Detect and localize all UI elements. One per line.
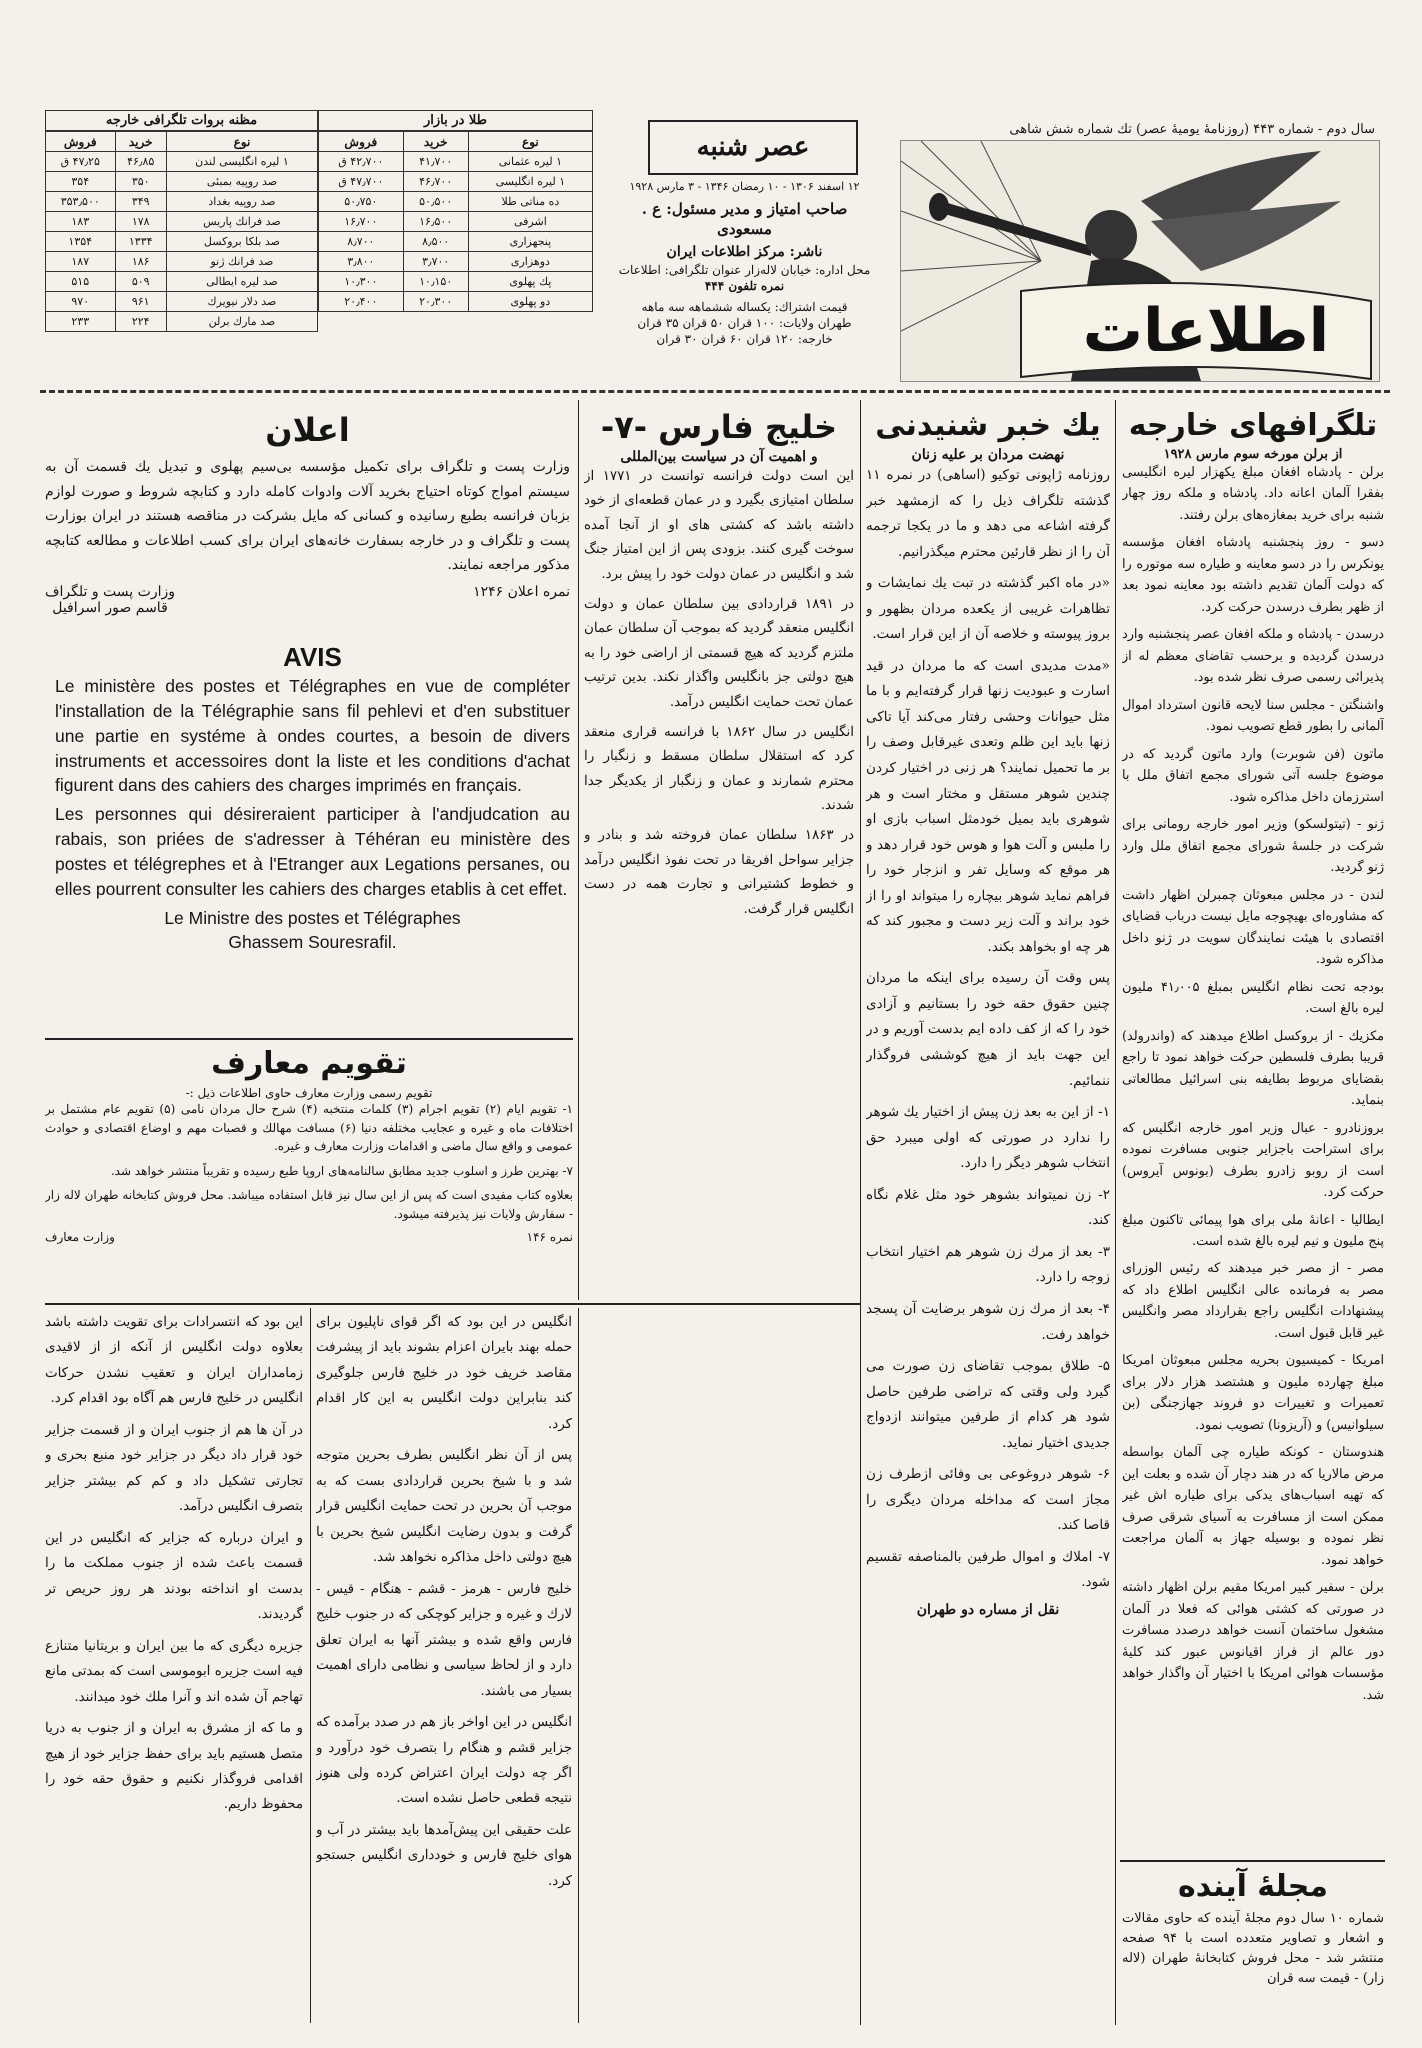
subscription-title: قیمت اشتراك: یکساله ششماهه سه ماهه [641, 299, 848, 314]
paragraph: وزارت پست و تلگراف برای تکمیل مؤسسه بی‌سیم پهلوی و تبدیل یك قسمت آن به سیستم امواج کوتاه احتیاج بخرید آلات وادوات کامله دارد و کتابچه شروط و صورت لوازم بزبان فرانسه بطبع رسانیده و کسانی که مایل بشرکت در مناقصه هستند در ایران بوزارت پست و تلگراف و در خارجه بسفارت خانه‌های ایران برای کسب اطلاعات و مطالعه کتابچه مذکور مراجعه نمایند. [45, 459, 570, 573]
paragraph: انگلیس در سال ۱۸۶۲ با فرانسه قراری منعقد کرد که استقلال سلطان مسقط و زنگبار را محترم شمارند و عمان و زنگبار از یکدیگر جدا شدند. [584, 724, 854, 814]
table-cell: صد فرانك ژنو [166, 252, 317, 272]
table-cell: ۳۵۳٫۵۰۰ [46, 192, 116, 212]
paragraph: ماتون (فن شوبرت) وارد ماتون گردید که در موضوع جلسه آتی شورای مجمع اتفاق ملل با استرزمان داخل مذاکره شود. [1122, 746, 1384, 805]
table-cell: ۱ لیره انگلیسی لندن [166, 152, 317, 172]
paragraph: خلیج فارس - هرمز - قشم - هنگام - قیس - لارك و غیره و جزایر کوچکی که در جنوب خلیج فارس واقع شده و بیشتر آنها به ایران تعلق دارد و از لحاظ سیاسی و نظامی دارای اهمیت بسیار می باشند. [316, 1581, 572, 1699]
paper-title: عصر شنبه [696, 132, 810, 162]
paragraph: ۴- بعد از مرك زن شوهر برضایت آن پسجد خواهد رفت. [866, 1300, 1110, 1343]
publisher-line: ناشر: مرکز اطلاعات ایران [666, 244, 823, 261]
paragraph: ۷- املاك و اموال طرفین بالمناصفه تقسیم شود. [866, 1548, 1110, 1591]
table-cell: ۱ لیره عثمانی [468, 152, 592, 172]
column-rule-1 [1115, 400, 1116, 2025]
paragraph: «مدت مدیدی است که ما مردان در قید اسارت و عبودیت زنها قرار گرفته‌ایم و با ما مثل حیوانات وحشی رفتار می‌کند آیا تاکی زنها باید این ظلم وتعدی غیرقابل وصف را بر ما تحمیل نمایند؟ هر زنی در اختیار کردن چندین شوهر مستقل و مختار است و هر شوهری باید بمیل خودمثل اسباب بازی او را ملبس و آلت هوا و هوس خود قرار دهد و هر موقع که وسایل تفر و انزجار خود را فراهم نماید شوهر بیچاره را میتواند او را از خود براند و آلت زیر دست و مجبور کند که هر چه او بخواهد بکند. [866, 657, 1110, 955]
gulf-lower-right [316, 1310, 572, 2025]
table-cell: ۴۱٫۷۰۰ [403, 152, 468, 172]
telegrams-dateline: از برلن مورخه سوم مارس ۱۹۲۸ [1163, 447, 1343, 462]
column-rule-4 [310, 1308, 311, 2023]
telegrams-column [1122, 405, 1384, 1845]
paragraph: ژنو - (تیتولسکو) وزیر امور خارجه رومانی برای شرکت در جلسهٔ شورای مجمع اتفاق ملل وارد ژنو گردید. [1122, 817, 1384, 876]
table-row [46, 212, 318, 232]
notice-signature-name: قاسم صور اسرافیل [52, 599, 168, 616]
avis-body [55, 674, 570, 902]
table-cell: ۱۶٫۵۰۰ [403, 212, 468, 232]
paragraph: ۲- زن نمیتواند بشوهر خود مثل غلام نگاه کند. [866, 1186, 1110, 1229]
logo-text: اطلاعات [1082, 296, 1330, 366]
table-cell: ۴۷٫۷۰۰ ق [319, 172, 404, 192]
paragraph: بروزنادرو - عبال وزیر امور خارجه انگلیس که برای استراحت باجزایر جنوبی مسافرت نموده است از روبو زادرو بطرف (بونوس آیروس) حرکت کرد. [1122, 1120, 1384, 1201]
table-cell: دو پهلوی [468, 292, 592, 312]
gulf-body [584, 465, 854, 922]
table-cell: ۲۰٫۳۰۰ [403, 292, 468, 312]
date-line: ۱۲ اسفند ۱۳۰۶ - ۱۰ رمضان ۱۳۴۶ - ۳ مارس ۱۹۲۸ [629, 180, 860, 193]
table-cell: ۱۳۵۴ [46, 232, 116, 252]
paragraph: انگلیس در این بود که اگر قوای ناپلیون برای حمله بهند بایران اعزام بشوند باید از پیشرفت مقاصد خریف خود در خلیج فارس جلوگیری کند بنابراین دولت انگلیس به این کار اقدام کرد. [316, 1315, 572, 1432]
avis-signature-line1: Le Ministre des postes et Télégraphes [164, 907, 461, 928]
telegrams-headline: تلگرافهای خارجه [1128, 408, 1378, 443]
table-row [46, 192, 318, 212]
table-cell: ۴۶٫۸۵ [115, 152, 166, 172]
table-cell: ۴۲٫۷۰۰ ق [319, 152, 404, 172]
paragraph: لندن - در مجلس مبعوثان چمبرلن اظهار داشت که مشاوره‌ای بهیچوجه مایل نیست درباب قضایای اقتصادی با هیئت نمایندگان سویت در ژنو داخل مذاکره شود. [1122, 887, 1384, 968]
table-row [319, 212, 593, 232]
paragraph: و ما که از مشرق به ایران و از جنوب به دریا متصل هستیم باید برای حفظ جزایر خود از هیچ اقدامی فروگذار نکنیم و حقوق حقه خود را محفوظ داریم. [45, 1721, 303, 1813]
paragraph: ۳- بعد از مرك زن شوهر هم اختیار انتخاب زوجه را دارد. [866, 1243, 1110, 1286]
exchange-col-buy: خرید [115, 132, 166, 152]
gold-col-buy: خرید [403, 132, 468, 152]
table-cell: ۲۳۳ [46, 312, 116, 332]
subscription-row-domestic: طهران ولایات: ۱۰۰ قران ۵۰ قران ۳۵ قران [637, 315, 852, 330]
table-cell: ۳٫۷۰۰ [403, 252, 468, 272]
table-cell: صد فرانك پاریس [166, 212, 317, 232]
table-row [319, 152, 593, 172]
calendar-divider [45, 1038, 573, 1040]
table-cell: ۴۶٫۷۰۰ [403, 172, 468, 192]
table-row [319, 292, 593, 312]
paragraph: علت حقیقی این پیش‌آمدها باید بیشتر در آب و هوای خلیج فارس و خودداری انگلیس جستجو کرد. [316, 1822, 572, 1889]
paragraph: در ۱۸۶۳ سلطان عمان فروخته شد و بنادر و جزایر سواحل افریقا در تحت نفوذ انگلیس درآمد و خطوط کشتیرانی و تجارت همه در دست انگلیس قرار گرفت. [584, 828, 854, 917]
paragraph: Les personnes qui désireraient participer à l'andjudcation au rabais, son priées de s'adresser à Téhéran eu ministère des postes et télégrephes et à l'Etranger aux Legations persanes, ou elles pourrent consulter les cahiers des charges etablis à cet effet. [55, 804, 570, 899]
table-cell: ۵۰٫۵۰۰ [403, 192, 468, 212]
paragraph: پس وقت آن رسیده برای اینکه ما مردان چنین حقوق حقه خود را بستانیم و آزادی خود را که از کف داده ایم بدست آوریم و در این جهت باید از هیچ کوششی فروگذار ننمائیم. [866, 970, 1110, 1089]
table-cell: صد بلکا بروکسل [166, 232, 317, 252]
paragraph: جزیره دیگری که ما بین ایران و بریتانیا متنازع فیه است جزیره ابوموسی است که بمدتی مانع تهاجم آن شده اند و آنرا ملك خود میدانند. [45, 1638, 303, 1705]
paragraph: برلن - سفیر کبیر امریکا مقیم برلن اظهار داشته در صورتی که کشتی هوائی که فعلا در آلمان مشغول ساختمان آنست خواهد درصدد مسافرت دور عالم از فراز اقیانوس عبور کند کلیهٔ مؤسسات هوائی امریکا با اختیار آن واگذار خواهد شد. [1122, 1580, 1384, 1703]
paragraph: بودجه تحت نظام انگلیس بمبلغ ۴۱٫۰۰۵ ملیون لیره بالغ است. [1122, 979, 1384, 1017]
notice-number: نمره اعلان ۱۲۴۶ [473, 583, 570, 600]
calendar-number: نمره ۱۴۶ [526, 1229, 573, 1244]
table-cell: صد روپیه بغداد [166, 192, 317, 212]
paragraph: ۷- بهترین طرز و اسلوب جدید مطابق سالنامه‌های اروپا طبع رسیده و تقریباً منتشر خواهد شد. [110, 1163, 573, 1178]
paragraph: این بود که انتسرادات برای تقویت داشته باشد بعلاوه دولت انگلیس از آنکه از از لاقیدی زمامداران ایران و تعقیب نشدن حرکات انگلیس در خلیج فارس هم آگاه بود اقدام کرد. [45, 1315, 303, 1407]
gulf-subhead: و اهمیت آن در سیاست بین‌المللی [620, 449, 818, 465]
paragraph: درسدن - پادشاه و ملکه افغان عصر پنجشنبه وارد درسدن گردیده و برحسب تقاضای معظم له از پذیرائی رسمی صرف نظر شده بود. [1122, 627, 1384, 686]
gulf-headline: خلیج فارس -۷- [600, 408, 838, 446]
notice-headline: اعلان [265, 411, 350, 449]
gold-market-table [318, 110, 593, 382]
news-column [866, 405, 1110, 2025]
column-rule-5 [578, 1308, 579, 2023]
table-cell: ۱۳۳۴ [115, 232, 166, 252]
paragraph: «در ماه اکبر گذشته در تبت یك نمایشات و تظاهرات غریبی از یکعده مردان بظهور و بروز پیوسته و خلاصه آن از این قرار است. [866, 575, 1110, 643]
future-headline: مجلهٔ آینده [1178, 1869, 1328, 1904]
table-cell: ۳۵۰ [115, 172, 166, 192]
table-cell: ۱۶٫۷۰۰ [319, 212, 404, 232]
calendar-footer [45, 1230, 573, 1244]
table-row [46, 172, 318, 192]
paragraph: در آن ها هم از جنوب ایران و از قسمت جزایر خود قرار داد دیگر در جزایر خود منبع بحری و تجارتی تشکیل داد و کم کم بیشتر جزایر بتصرف انگلیس درآمد. [45, 1422, 303, 1515]
calendar-signature: وزارت معارف [45, 1229, 115, 1244]
masthead-info [612, 180, 877, 385]
news-headline: یك خبر شنیدنی [875, 408, 1101, 443]
table-cell: ۱۰٫۱۵۰ [403, 272, 468, 292]
table-row [319, 252, 593, 272]
table-cell: ۱۷۸ [115, 212, 166, 232]
table-cell: ۱ لیره انگلیسی [468, 172, 592, 192]
avis-box [55, 640, 570, 1030]
table-cell: ۸٫۷۰۰ [319, 232, 404, 252]
paragraph: ۵- طلاق بموجب تقاضای زن صورت می گیرد ولی وقتی که تراضی طرفین حاصل شود هر کدام از طرفین میتوانند ازدواج جدیدی اختیار نماید. [866, 1358, 1110, 1451]
gold-col-sell: فروش [319, 132, 404, 152]
future-text: شماره ۱۰ سال دوم مجلهٔ آینده که حاوی مقالات و اشعار و تصاویر متعدده است با ۹۴ صفحه منتشر شد - محل فروش کتابخانهٔ طهران (لاله زار) - قیمت سه قران [1122, 1911, 1384, 1987]
calendar-body [45, 1100, 573, 1224]
telegrams-body [1122, 462, 1384, 1706]
table-row [46, 312, 318, 332]
exchange-col-sell: فروش [46, 132, 116, 152]
table-row [319, 272, 593, 292]
table-cell: پك پهلوی [468, 272, 592, 292]
table-row [46, 292, 318, 312]
news-footer: نقل از مساره دو طهران [916, 1601, 1060, 1618]
notice-signature [45, 584, 175, 616]
gulf-lower-left [45, 1310, 303, 2025]
table-cell: پنجهزاری [468, 232, 592, 252]
table-cell: ۳٫۸۰۰ [319, 252, 404, 272]
owner-line: صاحب امتیاز و مدیر مسئول: ع . مسعودی [641, 199, 848, 239]
table-cell: اشرفی [468, 212, 592, 232]
table-row [319, 172, 593, 192]
avis-title: AVIS [283, 642, 342, 672]
gold-col-type: نوع [468, 132, 592, 152]
subscription-row-foreign: خارجه: ۱۲۰ قران ۶۰ قران ۳۰ قران [656, 331, 833, 346]
table-cell: ۳۴۹ [115, 192, 166, 212]
paragraph: امریکا - کمیسیون بحریه مجلس مبعوثان امریکا مبلغ چهارده ملیون و هشتصد هزار دلار برای تعمیرات و تغییرات دو فروند جهازجنگی (بن سیلوانیس) و (آریزونا) تصویب نمود. [1122, 1353, 1384, 1433]
lower-divider [45, 1303, 860, 1305]
table-row [319, 192, 593, 212]
paragraph: و ایران درباره که جزایر که انگلیس در این قسمت باعث شده از جنوب مملکت ما را بدست او انداخته بودند هر روز حریص تر گردیدند. [45, 1530, 303, 1623]
exchange-table-title: مظنه بروات تلگرافی خارجه [45, 110, 318, 131]
news-body [866, 463, 1110, 1596]
notice-box [45, 405, 570, 635]
column-rule-3 [578, 400, 579, 1300]
paragraph: پس از آن نظر انگلیس بطرف بحرین متوجه شد و با شیخ بحرین قراردادی بست که به موجب آن بحرین در تحت حمایت انگلیس قرار گرفت و بدون رضایت انگلیس شیخ بحرین با هیچ دولتی داخل مذاکره نخواهد شد. [316, 1448, 572, 1566]
paper-title-box [648, 120, 858, 175]
notice-signature-row [45, 584, 570, 616]
paragraph: هندوستان - کونکه طیاره چی آلمان بواسطه مرض مالاریا که در هند دچار آن شده و بعلت این که تهیه اسباب‌های یدکی برای طیاره اش غیر ممکن است از مسافرت به آسیای شرقی صرف نظر نموده و بوسیله جهاز به آلمان مراجعت خواهد نمود. [1122, 1445, 1384, 1568]
paragraph: مصر - از مصر خبر میدهند که رئیس الوزرای مصر به فرمانده عالی انگلیس اطلاع داد که پیشنهادات انگلیس راجع بقرارداد مصر وانگلیس غیر قابل قبول است. [1122, 1261, 1384, 1341]
table-cell: ۹۷۰ [46, 292, 116, 312]
calendar-box [45, 1042, 573, 1297]
table-cell: صد لیره ایطالی [166, 272, 317, 292]
paragraph: مکزیك - از بروکسل اطلاع میدهند که (واندرولد) قریبا بطرف فلسطین حرکت خواهد نمود تا راجع بقضایای مربوط بطایفه بنی اسرائیل مطالعاتی بنماید. [1122, 1028, 1384, 1109]
table-cell: ۵۰۹ [115, 272, 166, 292]
paragraph: ۱- از این به بعد زن پیش از اختیار یك شوهر را ندارد در صورتی که اولی میبرد حق انتخاب شوهر دیگر را دارد. [866, 1104, 1110, 1172]
table-cell: ده مناتی طلا [468, 192, 592, 212]
paragraph: ۶- شوهر دروغوعی بی وفائی ازطرف زن مجاز است که مداخله مردان دیگری را قاصا کند. [866, 1466, 1110, 1534]
table-cell: ۱۸۷ [46, 252, 116, 272]
paragraph: دسو - روز پنجشنبه پادشاه افغان مؤسسه یونکرس را در دسو معاینه و طیاره سه موتوره را که دولت آلمان تقدیم داشته بود معاینه نمود بعد از ظهر بطرف درسدن حرکت کرد. [1122, 535, 1384, 615]
avis-signature-line2: Ghassem Souresrafil. [228, 932, 397, 953]
table-cell: صد دلار نیویرك [166, 292, 317, 312]
future-magazine-box [1122, 1865, 1384, 2025]
table-cell: صد مارك برلن [166, 312, 317, 332]
notice-signature-title: وزارت پست و تلگراف [45, 583, 175, 600]
table-cell: ۹۶۱ [115, 292, 166, 312]
table-cell: ۴۷٫۲۵ ق [46, 152, 116, 172]
exchange-col-type: نوع [166, 132, 317, 152]
table-row [319, 232, 593, 252]
gold-table-title: طلا در بازار [318, 110, 593, 131]
notice-body [45, 455, 570, 578]
column-rule-2 [860, 400, 861, 2025]
paragraph: این است دولت فرانسه توانست در ۱۷۷۱ از سلطان امتیازی بگیرد و در عمان قطعه‌ای از خود داشته باشد که کشتی های او از آنجا آمده سوخت گیری کنند. بزودی پس از این امتیاز جنگ شد و انگلیس در عمان دولت خود را پیش برد. [584, 469, 854, 582]
calendar-intro: تقویم رسمی وزارت معارف حاوی اطلاعات ذیل :- [185, 1086, 433, 1100]
paragraph: Le ministère des postes et Télégraphes en vue de compléter l'installation de la Télégraphie sans fil pehlevi et d'en substituer une partie en systéme à ondes courtes, a besoin de divers instruments et accessoires dont la liste et les conditions d'achat figurent dans des cahiers des charges imprimés en français. [55, 676, 570, 796]
table-cell: صد روپیه بمبئی [166, 172, 317, 192]
table-cell: ۲۰٫۴۰۰ [319, 292, 404, 312]
gulf-column [584, 405, 854, 1300]
table-cell: دوهزاری [468, 252, 592, 272]
address-line: محل اداره: خیابان لاله‌زار عنوان تلگرافی: اطلاعات [618, 263, 871, 278]
table-cell: ۱۰٫۳۰۰ [319, 272, 404, 292]
paragraph: واشنگتن - مجلس سنا لایحه قانون استرداد اموال آلمانی را بطور قطع تصویب نمود. [1122, 697, 1384, 735]
paragraph: روزنامه ژاپونی توکیو (اساهی) در نمره ۱۱ گذشته تلگراف ذیل را که ازمشهد خبر گرفته اشاعه می دهد و ما در یکجا ترجمه آن را از نظر قارئین محترم میگذرانیم. [866, 467, 1110, 560]
gulf-lower-left-body [45, 1310, 303, 1818]
table-row [46, 152, 318, 172]
table-cell: ۳۵۴ [46, 172, 116, 192]
masthead-divider [40, 390, 1390, 393]
table-cell: ۱۸۶ [115, 252, 166, 272]
calendar-headline: تقویم معارف [211, 1046, 407, 1081]
paragraph: انگلیس در این اواخر باز هم در صدد برآمده که جزایر قشم و هنگام را بتصرف خود درآورد و اگر چه دولت ایران اعتراض کرده ولی هنوز نتیجه قطعی حاصل نشده است. [316, 1715, 572, 1807]
table-cell: ۱۸۳ [46, 212, 116, 232]
paragraph: در ۱۸۹۱ قراردادی بین سلطان عمان و دولت انگلیس منعقد گردید که بموجب آن سلطان عمان ملتزم گردید که هیچ قسمتی از اراضی خود را به هیچ دولتی جز بانگلیس واگذار نکند. بدین ترتیب عمان تحت حمایت انگلیس درآمد. [584, 596, 854, 710]
table-cell: ۸٫۵۰۰ [403, 232, 468, 252]
paragraph: برلن - پادشاه افغان مبلغ یکهزار لیره انگلیسی بفقرا آلمان اعانه داد. پادشاه و ملکه روز چهار شنبه برای خرید بمغازه‌های برلن رفتند. [1122, 465, 1384, 523]
table-row [46, 272, 318, 292]
table-row [46, 232, 318, 252]
paragraph: ایطالیا - اعانهٔ ملی برای هوا پیمائی تاکنون مبلغ پنج ملیون و نیم لیره بالغ شده است. [1122, 1212, 1384, 1249]
future-divider [1120, 1860, 1385, 1862]
newspaper-logo [900, 140, 1380, 382]
table-cell: ۲۲۴ [115, 312, 166, 332]
gulf-lower-right-body [316, 1310, 572, 1894]
phone-line: نمره تلفون ۴۴۴ [704, 279, 785, 294]
paragraph: بعلاوه کتاب مفیدی است که پس از این سال نیز قابل استفاده میباشد. محل فروش کتابخانه طهران لاله زار - سفارش ولایات نیز پذیرفته میشود. [45, 1188, 573, 1221]
table-row [46, 252, 318, 272]
paragraph: ۱- تقویم ایام (۲) تقویم اجرام (۳) کلمات منتخبه (۴) شرح حال مردان نامی (۵) تقویم عام مشتمل بر اختلافات ماه و غیره و عجایب مختلفه دنیا (۶) مسافت مهالك و قصبات مهم و اوضاع اقتصادی و حوادث عمومی و واقع سال ماضی و اقدامات وزارت معارف و غیره. [45, 1102, 573, 1154]
masthead-top-line: سال دوم - شماره ۴۴۳ (روزنامهٔ یومیهٔ عصر) تك شماره شش شاهی [1009, 122, 1375, 137]
table-cell: ۵۱۵ [46, 272, 116, 292]
table-cell: ۵۰٫۷۵۰ [319, 192, 404, 212]
exchange-rate-table [45, 110, 318, 382]
news-subhead: نهضت مردان بر علیه زنان [911, 447, 1065, 463]
